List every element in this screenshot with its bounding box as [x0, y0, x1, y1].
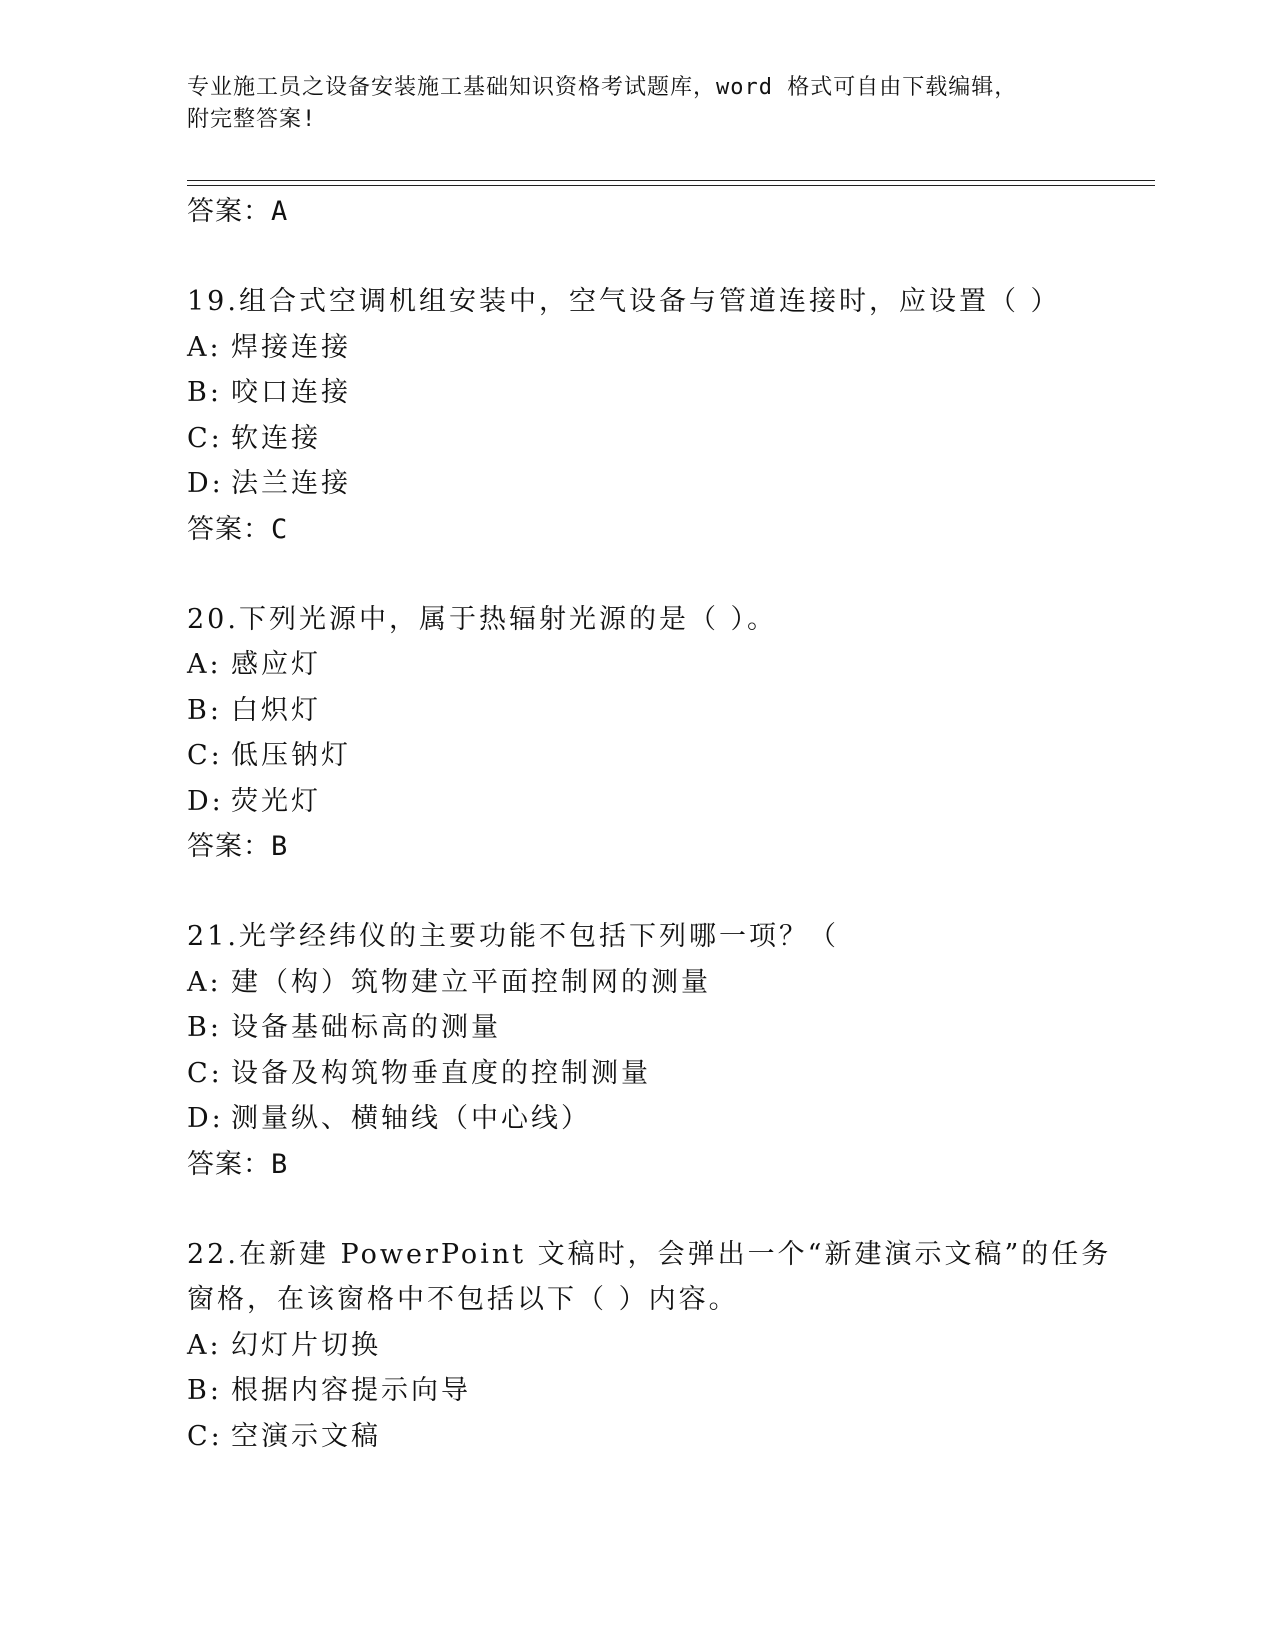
option-c	[187, 1051, 1147, 1097]
option-d	[187, 1096, 1147, 1142]
option-text: 荧光灯	[231, 785, 321, 817]
option-text: 法兰连接	[231, 468, 351, 499]
option-text: 设备基础标高的测量	[231, 1012, 501, 1043]
option-text: 根据内容提示向导	[231, 1375, 471, 1406]
header-divider-bottom	[187, 185, 1155, 186]
question-20	[187, 597, 1147, 870]
answer-letter: B	[271, 1148, 289, 1180]
option-key: D:	[187, 468, 224, 499]
spacer	[187, 234, 1147, 279]
question-text	[187, 914, 1147, 960]
option-c	[187, 416, 1147, 462]
option-d	[187, 779, 1147, 825]
option-text: 白炽灯	[231, 694, 321, 726]
option-key: B:	[187, 377, 222, 408]
answer-prefix: 答案：	[187, 831, 271, 862]
question-text-cont	[187, 1277, 1147, 1323]
option-text: 建（构）筑物建立平面控制网的测量	[231, 966, 711, 998]
option-key: C:	[187, 740, 223, 771]
answer-line	[187, 824, 1147, 869]
answer-prefix: 答案：	[187, 196, 271, 227]
option-key: C:	[187, 1057, 223, 1089]
question-22	[187, 1232, 1147, 1460]
option-key: B:	[187, 1012, 222, 1043]
spacer	[187, 1187, 1147, 1232]
spacer	[187, 869, 1147, 914]
option-text: 测量纵、横轴线（中心线）	[231, 1103, 591, 1134]
question-stem-line-1: 在新建 PowerPoint 文稿时，会弹出一个“新建演示文稿”的任务	[238, 1238, 1112, 1270]
option-b	[187, 688, 1147, 734]
option-key: C:	[187, 422, 223, 454]
option-a	[187, 325, 1147, 371]
answer-line	[187, 1142, 1147, 1187]
option-text: 软连接	[231, 422, 321, 454]
question-stem: 组合式空调机组安装中，空气设备与管道连接时，应设置（ ）	[238, 286, 1061, 317]
header-line-1: 专业施工员之设备安装施工基础知识资格考试题库，word 格式可自由下载编辑，	[187, 75, 1018, 100]
question-number: 22.	[187, 1238, 239, 1270]
option-b	[187, 370, 1147, 416]
option-key: A:	[187, 331, 222, 363]
answer-line	[187, 507, 1147, 552]
option-key: D:	[187, 1103, 224, 1134]
question-text	[187, 597, 1147, 643]
answer-letter: B	[271, 831, 289, 862]
answer-letter: C	[271, 513, 289, 545]
option-b	[187, 1368, 1147, 1414]
option-key: B:	[187, 1375, 222, 1406]
option-key: C:	[187, 1420, 223, 1452]
question-number: 19.	[187, 286, 239, 317]
option-text: 焊接连接	[231, 331, 351, 363]
question-number: 20.	[187, 603, 239, 635]
answer-letter: A	[271, 196, 289, 227]
option-text: 低压钠灯	[231, 740, 351, 771]
option-text: 感应灯	[231, 649, 321, 680]
option-c	[187, 733, 1147, 779]
question-stem: 下列光源中，属于热辐射光源的是（ ）。	[238, 603, 778, 635]
option-a	[187, 642, 1147, 688]
option-key: A:	[187, 966, 222, 998]
option-text: 设备及构筑物垂直度的控制测量	[231, 1057, 651, 1089]
header-line-2: 附完整答案!	[187, 107, 317, 132]
option-d	[187, 461, 1147, 507]
option-key: A:	[187, 649, 222, 680]
question-19	[187, 279, 1147, 552]
answer-prefix: 答案：	[187, 1148, 271, 1180]
option-c	[187, 1414, 1147, 1460]
question-stem-line-2: 窗格，在该窗格中不包括以下（ ）内容。	[187, 1284, 739, 1315]
question-number: 21.	[187, 921, 239, 952]
answer-line-18	[187, 189, 1147, 234]
question-text	[187, 1232, 1147, 1278]
option-text: 空演示文稿	[231, 1420, 381, 1452]
option-key: B:	[187, 694, 222, 726]
option-text: 幻灯片切换	[231, 1329, 381, 1361]
option-a	[187, 960, 1147, 1006]
question-stem: 光学经纬仪的主要功能不包括下列哪一项？（	[238, 921, 839, 952]
option-text: 咬口连接	[231, 377, 351, 408]
page-header	[187, 72, 1087, 136]
question-text	[187, 279, 1147, 325]
question-21	[187, 914, 1147, 1187]
option-key: A:	[187, 1329, 222, 1361]
document-body	[187, 189, 1147, 1459]
option-key: D:	[187, 785, 224, 817]
spacer	[187, 552, 1147, 597]
option-a	[187, 1323, 1147, 1369]
header-divider-top	[187, 180, 1155, 181]
answer-prefix: 答案：	[187, 513, 271, 545]
option-b	[187, 1005, 1147, 1051]
